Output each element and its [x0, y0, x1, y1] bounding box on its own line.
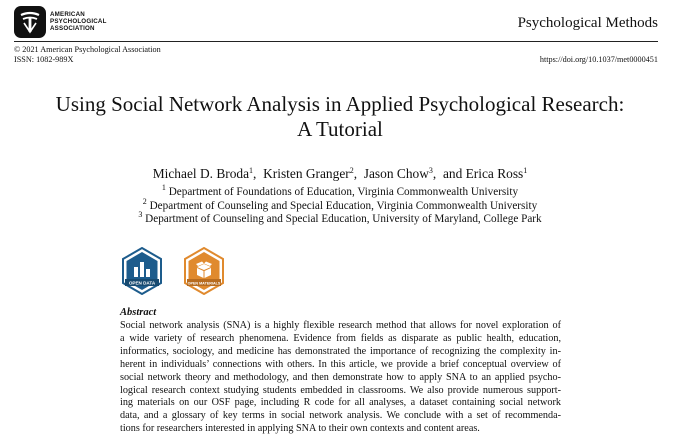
- abstract-line: ing materials on our OSF page, including R code for all analyses, a dataset containing social network: [120, 397, 561, 409]
- abstract-line: tions for researchers interested in applying SNA to their own contexts and content areas.: [120, 423, 480, 435]
- abstract-line: Social network analysis (SNA) is a highly flexible research method that allows for novel exploration of: [120, 320, 561, 331]
- abstract-line: social network theory and methodology, and then demonstrate how to apply SNA to an applied psycho-: [120, 371, 561, 383]
- abstract-body: [120, 320, 561, 436]
- copyright-block: [14, 45, 161, 65]
- affiliation: $^2$ Department of Counseling and Special Education, Virginia Commonwealth University: [142, 196, 538, 212]
- affiliation: $^1$ Department of Foundations of Education, Virginia Commonwealth University: [161, 183, 519, 198]
- affiliation: $^3$ Department of Counseling and Special Education, University of Maryland, College Park: [138, 210, 542, 226]
- author: Michael D. Broda$^1$: [152, 166, 254, 181]
- affiliation-list: [0, 183, 680, 227]
- abstract-line: herent in individuals’ connections with others. In this article, we provide a brief conceptual overview of: [120, 358, 561, 370]
- open-data-label: OPEN DATA: [128, 280, 156, 286]
- abstract-heading: Abstract: [120, 307, 157, 318]
- open-materials-badge[interactable]: [183, 247, 225, 295]
- open-materials-label: OPEN MATERIALS: [187, 281, 221, 286]
- abstract-line: data, and a glossary of key terms in social network analysis. We conclude with a set of recommenda-: [120, 410, 561, 422]
- paper-title: Using Social Network Analysis in Applied Psychological Research: A Tutorial: [55, 92, 625, 141]
- author: Jason Chow$^3$: [363, 166, 433, 181]
- apa-logo-icon: [14, 6, 46, 38]
- author-list: Michael D. Broda$^1$, Kristen Granger$^2$, Jason Chow$^3$, and Erica Ross$^1$: [152, 166, 528, 181]
- journal-name: Psychological Methods: [517, 15, 658, 31]
- abstract-line: informatics, sociology, and medicine has demonstrated the importance of recognizing the complexity in-: [120, 345, 561, 357]
- abstract-line: logical research context studying students embedded in classrooms. We also provide numerous support-: [120, 384, 561, 396]
- author: Kristen Granger$^2$: [263, 166, 354, 181]
- doi-link[interactable]: https://doi.org/10.1037/met0000451: [539, 55, 658, 64]
- abstract-line: a wide variety of research phenomena. Evidence from fields as disparate as public health, education,: [120, 332, 561, 344]
- open-data-badge[interactable]: [121, 247, 163, 295]
- publisher-name: AMERICAN PSYCHOLOGICAL ASSOCIATION: [50, 11, 107, 32]
- header-divider: [14, 41, 658, 42]
- author: and Erica Ross$^1$: [442, 166, 528, 181]
- issn-line: ISSN: 1082-989X: [14, 55, 74, 64]
- copyright-line: © 2021 American Psychological Association: [14, 45, 161, 54]
